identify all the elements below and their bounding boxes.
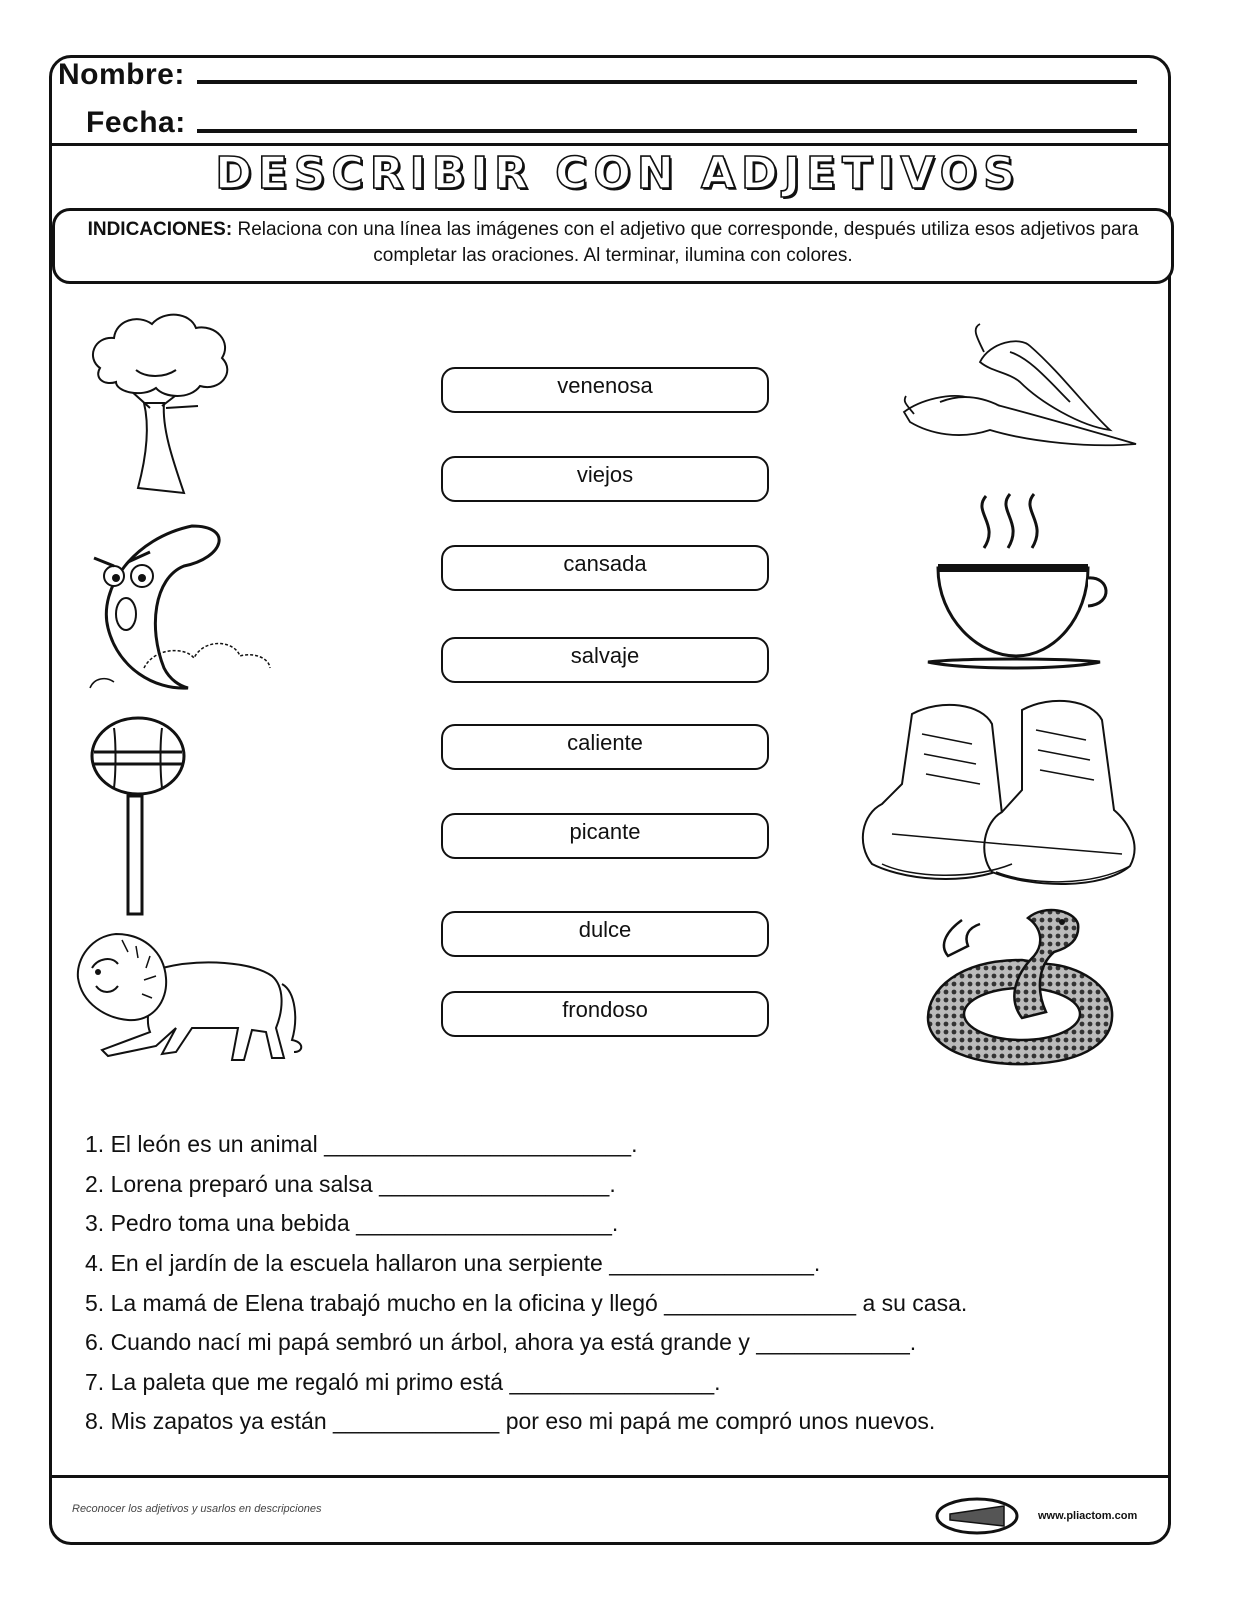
- sentence-8[interactable]: 8. Mis zapatos ya están _____________ por eso mi papá me compró unos nuevos.: [85, 1408, 936, 1434]
- sentence-3[interactable]: 3. Pedro toma una bebida ____________________.: [85, 1210, 619, 1236]
- sentence-2[interactable]: 2. Lorena preparó una salsa __________________.: [85, 1171, 616, 1197]
- sentence-7[interactable]: 7. La paleta que me regaló mi primo está ________________.: [85, 1369, 721, 1395]
- chili-peppers-icon[interactable]: [900, 322, 1144, 456]
- header-divider: [49, 143, 1171, 146]
- adjective-pill[interactable]: frondoso: [441, 991, 769, 1037]
- sentence-6[interactable]: 6. Cuando nací mi papá sembró un árbol, ahora ya está grande y ____________.: [85, 1329, 917, 1355]
- logo-icon: [934, 1496, 1020, 1536]
- lollipop-icon[interactable]: [86, 712, 196, 922]
- name-label: Nombre:: [58, 58, 185, 91]
- date-label: Fecha:: [86, 106, 186, 139]
- footer-objective: Reconocer los adjetivos y usarlos en descripciones: [72, 1503, 322, 1515]
- footer-accent-line: [876, 1543, 1000, 1545]
- adjective-pill[interactable]: caliente: [441, 724, 769, 770]
- adjective-pill[interactable]: venenosa: [441, 367, 769, 413]
- instructions-label: INDICACIONES:: [87, 219, 233, 240]
- instructions-text: Relaciona con una línea las imágenes con el adjetivo que corresponde, después utiliza esos adjetivos para completar las oraciones. Al terminar, ilumina con colores.: [237, 219, 1139, 266]
- adjective-pill[interactable]: cansada: [441, 545, 769, 591]
- lion-icon[interactable]: [72, 928, 308, 1068]
- tree-icon[interactable]: [80, 308, 240, 508]
- tired-moon-icon[interactable]: [84, 518, 274, 698]
- sentence-1[interactable]: 1. El león es un animal ________________________.: [85, 1131, 638, 1157]
- name-input-line[interactable]: [197, 80, 1137, 84]
- instructions-box: [52, 208, 1174, 284]
- date-input-line[interactable]: [197, 129, 1137, 133]
- adjective-pill[interactable]: viejos: [441, 456, 769, 502]
- sentence-4[interactable]: 4. En el jardín de la escuela hallaron una serpiente ________________.: [85, 1250, 821, 1276]
- hot-cup-icon[interactable]: [924, 488, 1114, 672]
- worksheet-title: DESCRIBIR CON ADJETIVOS: [215, 148, 1021, 199]
- footer-website[interactable]: www.pliactom.com: [1038, 1510, 1138, 1522]
- sentence-5[interactable]: 5. La mamá de Elena trabajó mucho en la oficina y llegó _______________ a su casa.: [85, 1290, 968, 1316]
- adjective-pill[interactable]: dulce: [441, 911, 769, 957]
- adjective-pill[interactable]: picante: [441, 813, 769, 859]
- adjective-pill[interactable]: salvaje: [441, 637, 769, 683]
- snake-icon[interactable]: [918, 900, 1128, 1072]
- old-boots-icon[interactable]: [852, 694, 1152, 898]
- footer-divider: [49, 1475, 1171, 1478]
